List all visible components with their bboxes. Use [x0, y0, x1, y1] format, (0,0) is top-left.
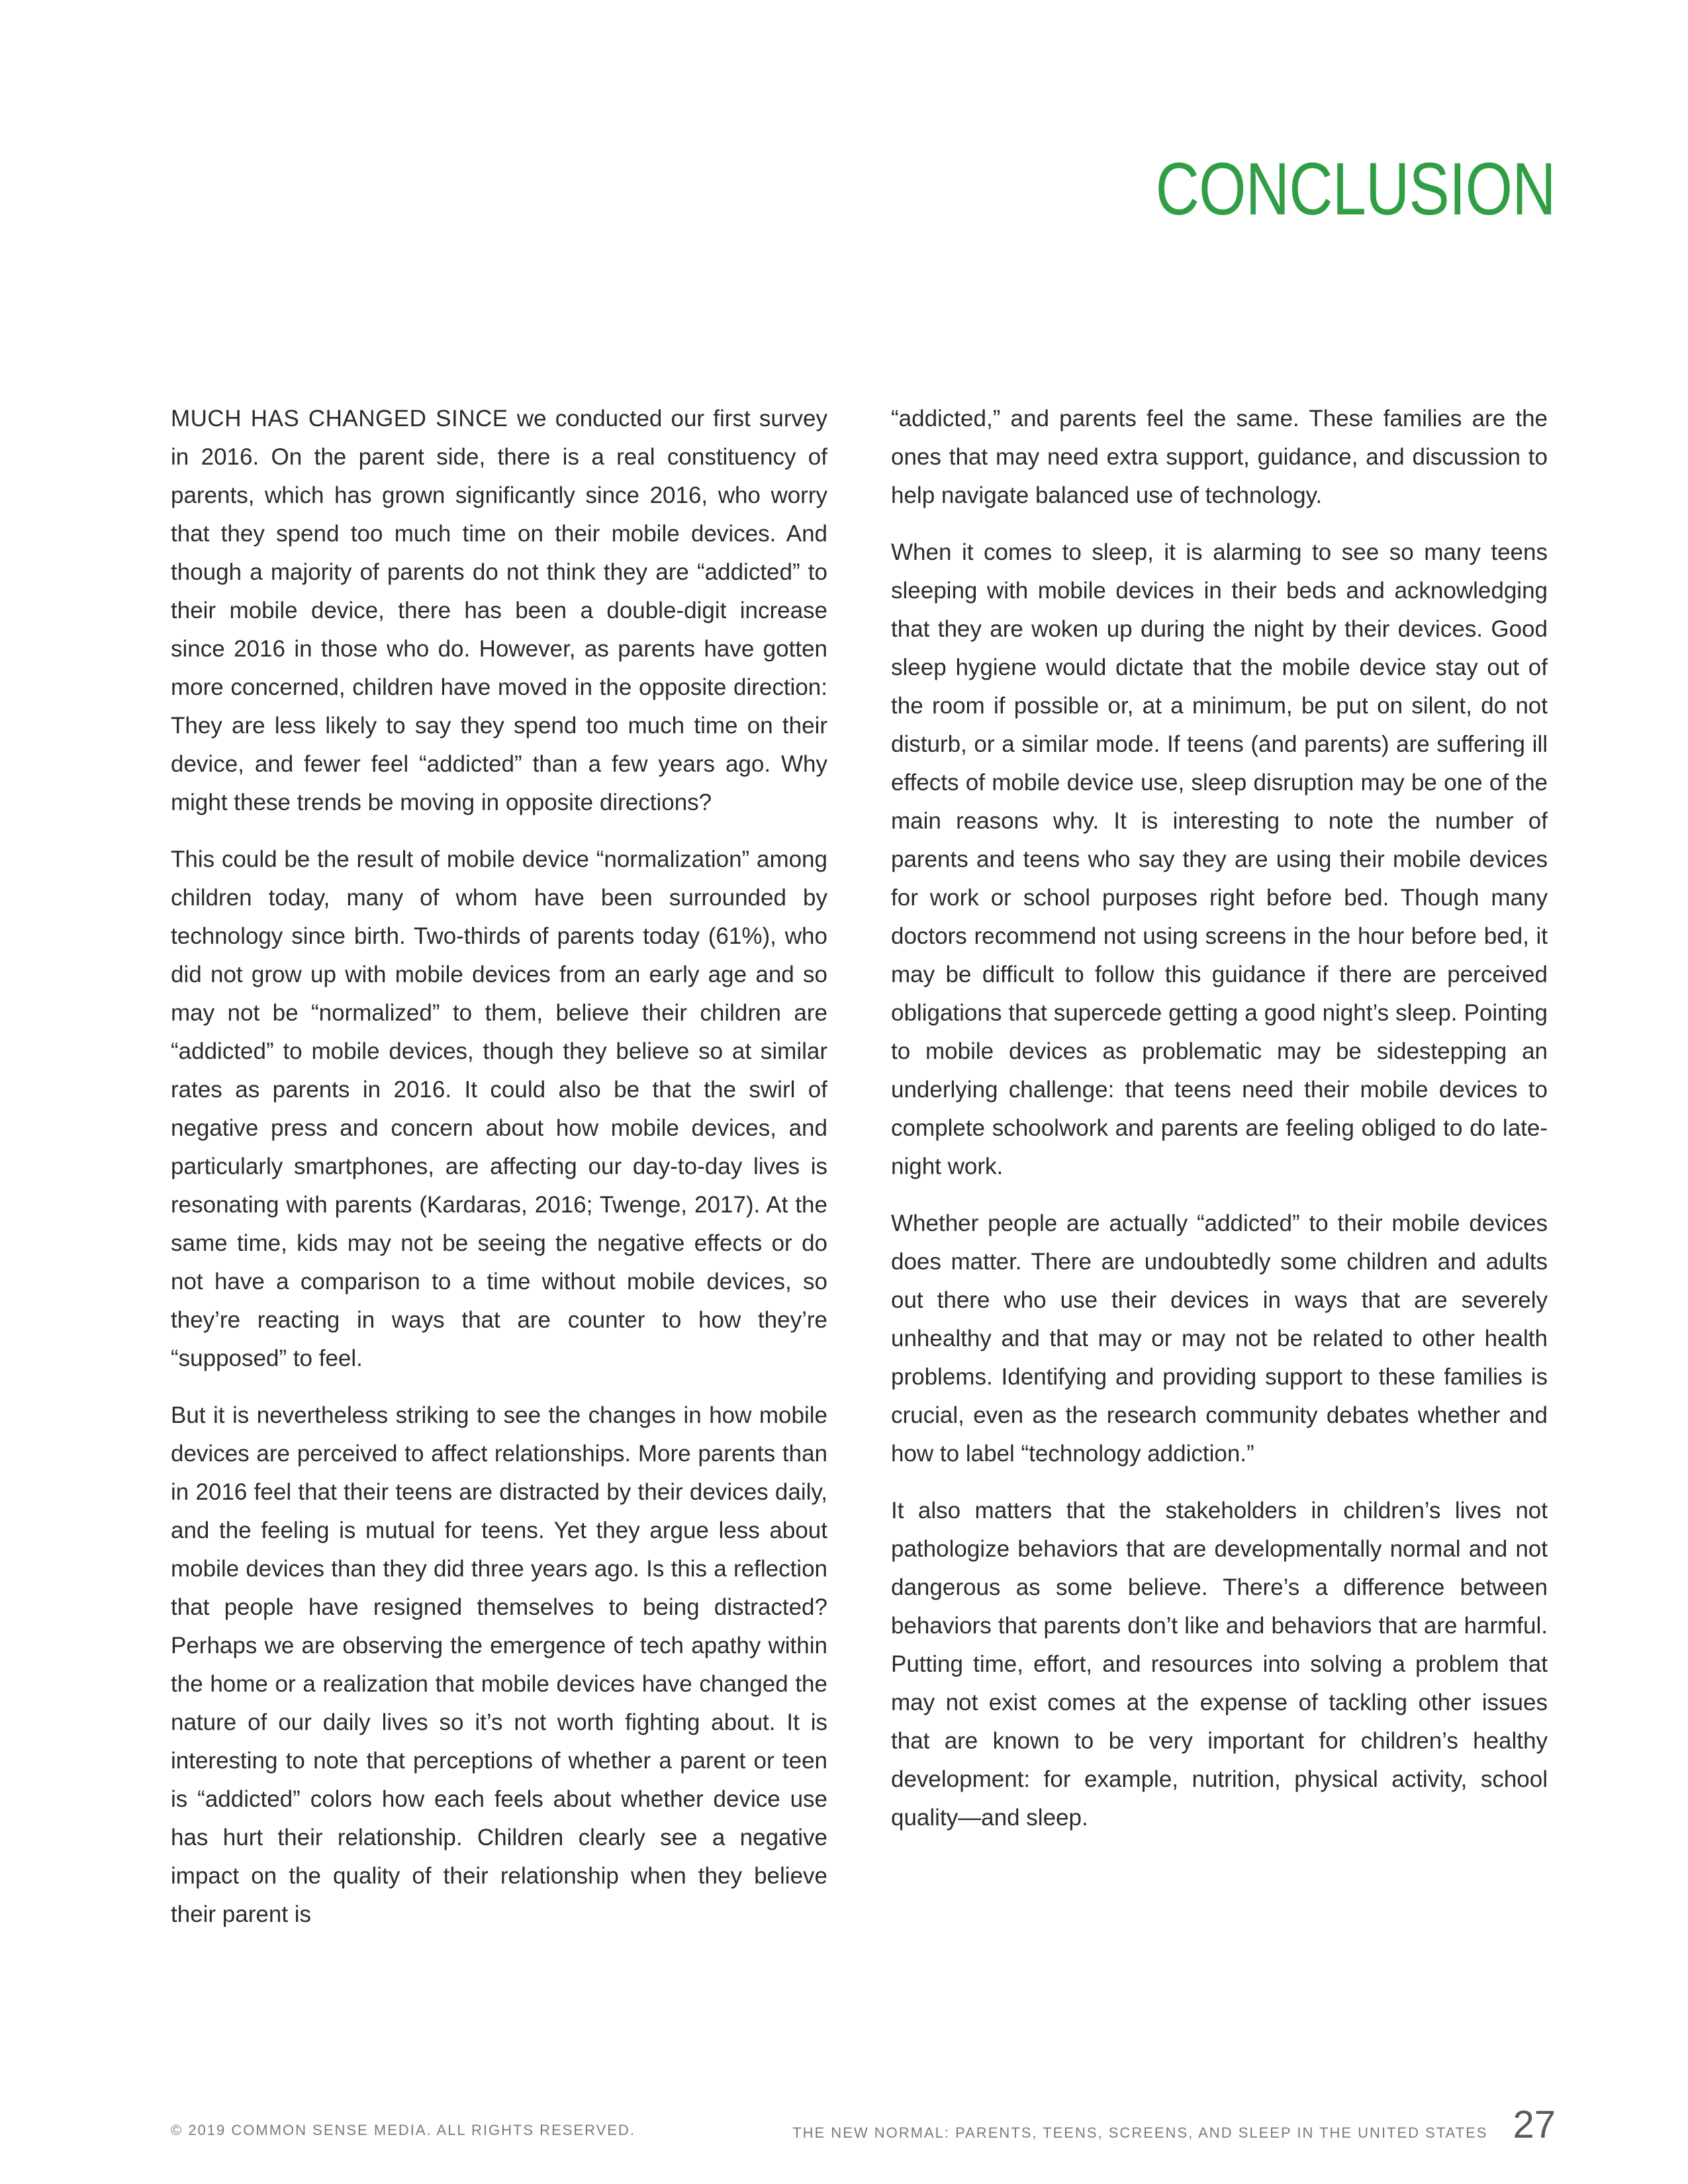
right-column: [891, 400, 1548, 1856]
body-paragraph: But it is nevertheless striking to see the changes in how mobile devices are perceived to affect relationships. More parents than in 2016 feel that their teens are distracted by their devices daily, and the feeling is mutual for teens. Yet they argue less about mobile devices than they did three years ago. Is this a reflection that people have resigned themselves to being distracted? Perhaps we are observing the emergence of tech apathy within the home or a realization that mobile devices have changed the nature of our daily lives so it’s not worth fighting about. It is interesting to note that perceptions of whether a parent or teen is “addicted” colors how each feels about whether device use has hurt their relationship. Children clearly see a negative impact on the quality of their relationship when they believe their parent is: [171, 1402, 827, 1927]
body-paragraph: It also matters that the stakeholders in children’s lives not pathologize behaviors that are developmentally normal and not dangerous as some believe. There’s a difference between behaviors that parents don’t like and behaviors that are harmful. Putting time, effort, and resources into solving a problem that may not exist comes at the expense of tackling other issues that are known to be very important for children’s healthy development: for example, nutrition, physical activity, school quality—and sleep.: [891, 1498, 1548, 1831]
paragraph-text: we conducted our first survey in 2016. On the parent side, there is a real constituency of parents, which has grown significantly since 2016, who worry that they spend too much time on their mobile devices. And though a majority of parents do not think they are “addicted” to their mobile device, there has been a double-digit increase since 2016 in those who do. However, as parents have gotten more concerned, children have moved in the opposite direction: They are less likely to say they spend too much time on their device, and fewer feel “addicted” than a few years ago. Why might these trends be moving in opposite directions?: [171, 406, 827, 815]
lead-in-text: MUCH HAS CHANGED SINCE: [171, 406, 508, 432]
body-paragraph: [171, 400, 827, 822]
body-paragraph: “addicted,” and parents feel the same. These families are the ones that may need extra support, guidance, and discussion to help navigate balanced use of technology.: [891, 406, 1548, 508]
footer-copyright: © 2019 COMMON SENSE MEDIA. ALL RIGHTS RESERVED.: [171, 2122, 635, 2138]
body-paragraph: When it comes to sleep, it is alarming to see so many teens sleeping with mobile devices in their beds and acknowledging that they are woken up during the night by their devices. Good sleep hygiene would dictate that the mobile device stay out of the room if possible or, at a minimum, be put on silent, do not disturb, or a similar mode. If teens (and parents) are suffering ill effects of mobile device use, sleep disruption may be one of the main reasons why. It is interesting to note the number of parents and teens who say they are using their mobile devices for work or school purposes right before bed. Though many doctors recommend not using screens in the hour before bed, it may be difficult to follow this guidance if there are perceived obligations that supercede getting a good night’s sleep. Pointing to mobile devices as problematic may be sidestepping an underlying challenge: that teens need their mobile devices to complete schoolwork and parents are feeling obliged to do late-night work.: [891, 539, 1548, 1179]
page-title: CONCLUSION: [1155, 148, 1556, 230]
footer-report-title: THE NEW NORMAL: PARENTS, TEENS, SCREENS, AND SLEEP IN THE UNITED STATES: [792, 2124, 1488, 2141]
body-paragraph: Whether people are actually “addicted” to their mobile devices does matter. There are undoubtedly some children and adults out there who use their devices in ways that are severely unhealthy and that may or may not be related to other health problems. Identifying and providing support to these families is crucial, even as the research community debates whether and how to label “technology addiction.”: [891, 1210, 1548, 1467]
page-number: 27: [1513, 2103, 1556, 2146]
left-column: [171, 400, 827, 1952]
page-footer: [171, 2105, 1556, 2144]
body-paragraph: This could be the result of mobile device “normalization” among children today, many of whom have been surrounded by technology since birth. Two-thirds of parents today (61%), who did not grow up with mobile devices from an early age and so may not be “normalized” to them, believe their children are “addicted” to mobile devices, though they believe so at similar rates as parents in 2016. It could also be that the swirl of negative press and concern about how mobile devices, and particularly smartphones, are affecting our day-to-day lives is resonating with parents (Kardaras, 2016; Twenge, 2017). At the same time, kids may not be seeing the negative effects or do not have a comparison to a time without mobile devices, so they’re reacting in ways that are counter to how they’re “supposed” to feel.: [171, 846, 827, 1371]
footer-right-group: [792, 2103, 1556, 2146]
